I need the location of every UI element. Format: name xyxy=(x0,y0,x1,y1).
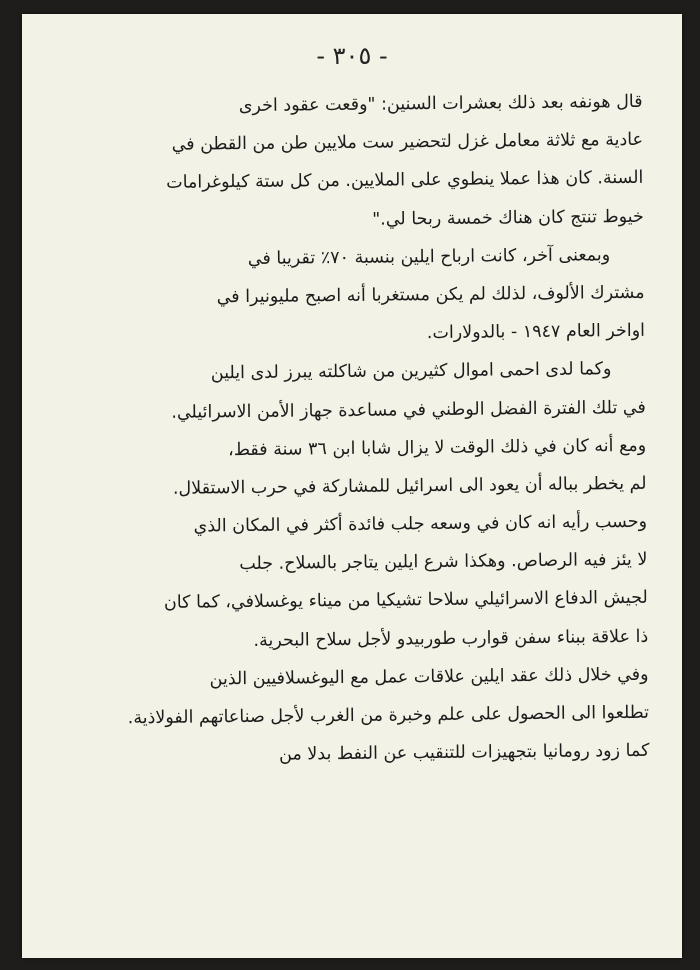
text-line: وبمعنى آخر، كانت ارباح ايلين بنسبة ٧٠٪ تقريبا في xyxy=(247,244,611,269)
text-line: لم يخطر بباله أن يعود الى اسرائيل للمشاركة في حرب الاستقلال. xyxy=(172,473,647,499)
text-line: اواخر العام ١٩٤٧ - بالدولارات. xyxy=(426,320,646,344)
text-line: مشترك الألوف، لذلك لم يكن مستغربا أنه اصبح مليونيرا في xyxy=(216,282,645,308)
text-line: خيوط تنتج كان هناك خمسة ربحا لي." xyxy=(372,206,644,230)
text-line: لجيش الدفاع الاسرائيلي سلاحا تشيكيا من ميناء يوغسلافي، كما كان xyxy=(163,588,648,614)
text-line: في تلك الفترة الفضل الوطني في مساعدة جهاز الأمن الاسرائيلي. xyxy=(171,397,646,423)
text-line: لا يئز فيه الرصاص. وهكذا شرع ايلين يتاجر بالسلاح. جلب xyxy=(239,550,648,575)
text-line: ومع أنه كان في ذلك الوقت لا يزال شابا ابن ٣٦ سنة فقط، xyxy=(228,435,647,460)
text-line: عادية مع ثلاثة معامل غزل لتحضير ست ملايين طن من القطن في xyxy=(171,130,644,155)
document-page xyxy=(22,14,682,958)
text-line: وفي خلال ذلك عقد ايلين علاقات عمل مع اليوغسلافيين الذين xyxy=(209,664,649,690)
text-line: وكما لدى احمى اموال كثيرين من شاكلته يبرز لدى ايلين xyxy=(210,359,612,384)
text-line: تطلعوا الى الحصول على علم وخبرة من الغرب لأجل صناعاتهم الفولاذية. xyxy=(127,702,650,729)
page-number: - ٣٠٥ - xyxy=(316,42,388,70)
text-line: السنة. كان هذا عملا ينطوي على الملايين. من كل ستة كيلوغرامات xyxy=(166,168,644,194)
handwritten-body xyxy=(38,83,649,777)
text-line: وحسب رأيه انه كان في وسعه جلب فائدة أكثر في المكان الذي xyxy=(193,511,648,537)
text-line: كما زود رومانيا بتجهيزات للتنقيب عن النفط بدلا من xyxy=(279,741,650,765)
text-line: ذا علاقة ببناء سفن قوارب طوربيدو لأجل سلاح البحرية. xyxy=(253,626,649,651)
text-line: قال هونفه بعد ذلك بعشرات السنين: "وقعت عقود اخرى xyxy=(238,91,643,117)
